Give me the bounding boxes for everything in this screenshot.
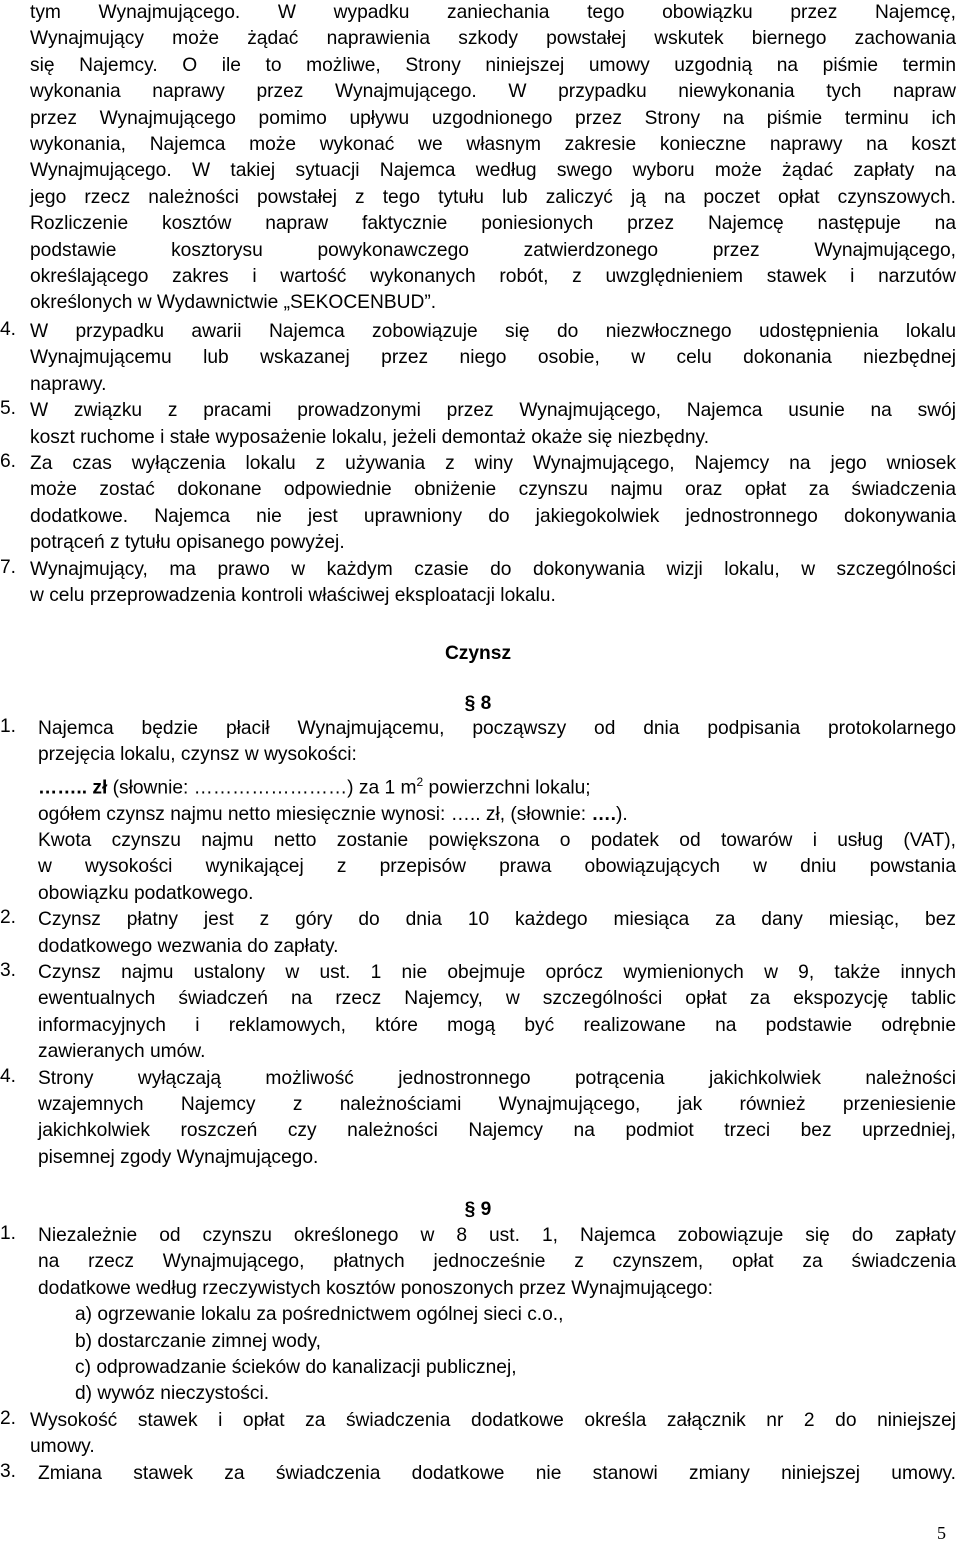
text-line: jakichkolwiek roszczeń czy należności Najemcy na podmiot trzeci bez uprzedniej, xyxy=(38,1120,956,1142)
section-number: 9 xyxy=(480,1199,492,1220)
list-item xyxy=(0,398,956,451)
section-9-list xyxy=(0,1223,956,1487)
text-line: określającego zakres i wartość wykonanych robót, z uwzględnieniem stawek i narzutów xyxy=(30,266,956,288)
text-line: Czynsz najmu ustalony w ust. 1 nie obejmuje oprócz wymienionych w 9, także innych xyxy=(38,962,956,984)
item-number: 4. xyxy=(0,319,17,340)
text-line: wykonania, Najemca może wykonać we własnym zakresie konieczne naprawy na koszt xyxy=(30,134,956,156)
text-line: w celu przeprowadzenia kontroli właściwej eksploatacji lokalu. xyxy=(30,585,556,607)
text-line: koszt ruchome i stałe wyposażenie lokalu, jeżeli demontaż okaże się niezbędny. xyxy=(30,426,710,448)
text-line: określonych w Wydawnictwie „SEKOCENBUD”. xyxy=(30,292,437,314)
text-line: Wynajmującemu lub wskazanej przez niego osobie, w celu dokonania niezbędnej xyxy=(30,347,956,369)
list-item xyxy=(0,557,956,610)
text-line: informacyjnych i reklamowych, które mogą być realizowane na podstawie odrębnie xyxy=(38,1014,956,1036)
section-number-8 xyxy=(0,691,956,717)
item-number: 1. xyxy=(0,1223,17,1244)
item-number: 4. xyxy=(0,1065,17,1087)
item-number: 5. xyxy=(0,398,17,420)
currency-label: zł xyxy=(87,777,108,799)
item-number: 6. xyxy=(0,451,17,473)
text-line: dodatkowe według rzeczywistych kosztów ponoszonych przez Wynajmującego: xyxy=(38,1277,713,1299)
text-line: Rozliczenie kosztów napraw faktycznie poniesionych przez Najemcę następuje na xyxy=(30,213,956,235)
text-line: tym Wynajmującego. W wypadku zaniechania tego obowiązku przez Najemcę, xyxy=(30,2,956,23)
text-line: przejęcia lokalu, czynsz w wysokości: xyxy=(38,744,357,766)
section-sign: § xyxy=(464,1199,476,1220)
section-8-list xyxy=(0,716,956,1171)
text-line: się Najemcy. O ile to możliwe, Strony niniejszej umowy uzgodnią na piśmie termin xyxy=(30,54,956,76)
total-placeholder: …. xyxy=(591,803,616,825)
item-number: 7. xyxy=(0,556,17,578)
text-line: wzajemnych Najemcy z należnościami Wynajmującego, jak również przeniesienie xyxy=(38,1094,956,1116)
list-item xyxy=(0,907,956,960)
item-number: 1. xyxy=(0,716,17,737)
text-line: może zostać dokonane odpowiednie obniżenie czynszu najmu oraz opłat za świadczenia xyxy=(30,479,956,501)
text-line: wykonania naprawy przez Wynajmującego. W przypadku niewykonania tych napraw xyxy=(30,81,956,103)
list-item xyxy=(0,716,956,907)
text-line: W związku z pracami prowadzonymi przez Wynajmującego, Najemca usunie na swój xyxy=(30,400,956,422)
continuation-paragraph xyxy=(30,0,956,317)
section-sign: § xyxy=(464,693,476,714)
section-number: 8 xyxy=(480,693,492,714)
text-line: obowiązku podatkowego. xyxy=(38,882,254,904)
text-line: przez Wynajmującego pomimo upływu uzgodnionego przez Strony na piśmie terminu ich xyxy=(30,107,956,129)
text-line: umowy. xyxy=(30,1436,95,1458)
text-line: dodatkowego wezwania do zapłaty. xyxy=(38,935,339,957)
text-line: jego rzecz należności powstałej z tego tytułu lub zaliczyć ją na poczet opłat czynszowych. xyxy=(30,186,956,208)
section-heading-czynsz: Czynsz xyxy=(444,643,512,664)
sub-list-item: a) ogrzewanie lokalu za pośrednictwem ogólnej sieci c.o., xyxy=(75,1304,564,1326)
text-line: Za czas wyłączenia lokalu z używania z winy Wynajmującego, Najemcy na jego wniosek xyxy=(30,453,956,475)
text-line: zawieranych umów. xyxy=(38,1041,206,1063)
sub-list-item: b) dostarczanie zimnej wody, xyxy=(75,1330,321,1352)
text-line: ewentualnych świadczeń na rzecz Najemcy, w szczególności opłat za ekspozycję tablic xyxy=(38,988,956,1010)
amount-words: (słownie: ……………………) za 1 m xyxy=(107,777,417,799)
text-line: Najemca będzie płacił Wynajmującemu, począwszy od dnia podpisania protokolarnego xyxy=(38,718,956,739)
superscript: 2 xyxy=(416,774,424,789)
text-line: Zmiana stawek za świadczenia dodatkowe nie stanowi zmiany niniejszej umowy. xyxy=(38,1462,956,1484)
text-line: potrąceń z tytułu opisanego powyżej. xyxy=(30,532,345,554)
list-item xyxy=(0,1066,956,1172)
list-section-7 xyxy=(0,319,956,609)
text-line: w wysokości wynikającej z przepisów prawa obowiązujących w dniu powstania xyxy=(38,856,956,878)
total-rent-line xyxy=(38,802,956,828)
text-line: Wynajmującego. W takiej sytuacji Najemca według swego wyboru może żądać zapłaty na xyxy=(30,160,956,182)
list-item xyxy=(0,451,956,557)
text-line: Wynajmujący może żądać naprawienia szkody powstałej wskutek biernego zachowania xyxy=(30,28,956,50)
item-number: 3. xyxy=(0,1460,17,1482)
list-item xyxy=(0,960,956,1066)
list-item xyxy=(0,319,956,398)
text-line: Czynsz płatny jest z góry do dnia 10 każdego miesiąca za dany miesiąc, bez xyxy=(38,909,956,931)
text-line: Strony wyłączają możliwość jednostronnego potrącenia jakichkolwiek należności xyxy=(38,1067,956,1089)
text-line: Niezależnie od czynszu określonego w 8 ust. 1, Najemca zobowiązuje się do zapłaty xyxy=(38,1225,956,1246)
text-line: podstawie kosztorysu powykonawczego zatwierdzonego przez Wynajmującego, xyxy=(30,239,956,261)
rent-amount-line xyxy=(38,769,956,802)
page-number: 5 xyxy=(937,1523,946,1543)
sub-list-item: d) wywóz nieczystości. xyxy=(75,1383,270,1405)
list-item xyxy=(0,1461,956,1487)
text-line: Wynajmujący, ma prawo w każdym czasie do dokonywania wizji lokalu, w szczególności xyxy=(30,558,956,580)
text-line: dodatkowe. Najemca nie jest uprawniony do jakiegokolwiek jednostronnego dokonywania xyxy=(30,505,956,527)
text-line: na rzecz Wynajmującego, płatnych jednocześnie z czynszem, opłat za świadczenia xyxy=(38,1251,956,1273)
item-number: 2. xyxy=(0,1407,17,1429)
sub-list xyxy=(38,1302,956,1408)
total-text: ogółem czynsz najmu netto miesięcznie wynosi: ….. zł, (słownie: xyxy=(38,803,592,825)
list-item xyxy=(0,1408,956,1461)
section-number-9 xyxy=(0,1197,956,1223)
text-line: naprawy. xyxy=(30,373,107,395)
total-end: ). xyxy=(615,803,628,825)
text-line: Kwota czynszu najmu netto zostanie powiększona o podatek od towarów i usług (VAT), xyxy=(38,830,956,852)
item-number: 3. xyxy=(0,960,17,982)
item-number: 2. xyxy=(0,907,17,929)
text-line: Wysokość stawek i opłat za świadczenia dodatkowe określa załącznik nr 2 do niniejszej xyxy=(30,1409,956,1431)
list-item xyxy=(0,1223,956,1408)
amount-tail: powierzchni lokalu; xyxy=(423,777,591,799)
text-line: W przypadku awarii Najemca zobowiązuje się do niezwłocznego udostępnienia lokalu xyxy=(30,321,956,342)
sub-list-item: c) odprowadzanie ścieków do kanalizacji publicznej, xyxy=(75,1357,517,1379)
text-line: pisemnej zgody Wynajmującego. xyxy=(38,1146,319,1168)
amount-placeholder: …….. xyxy=(38,777,88,799)
